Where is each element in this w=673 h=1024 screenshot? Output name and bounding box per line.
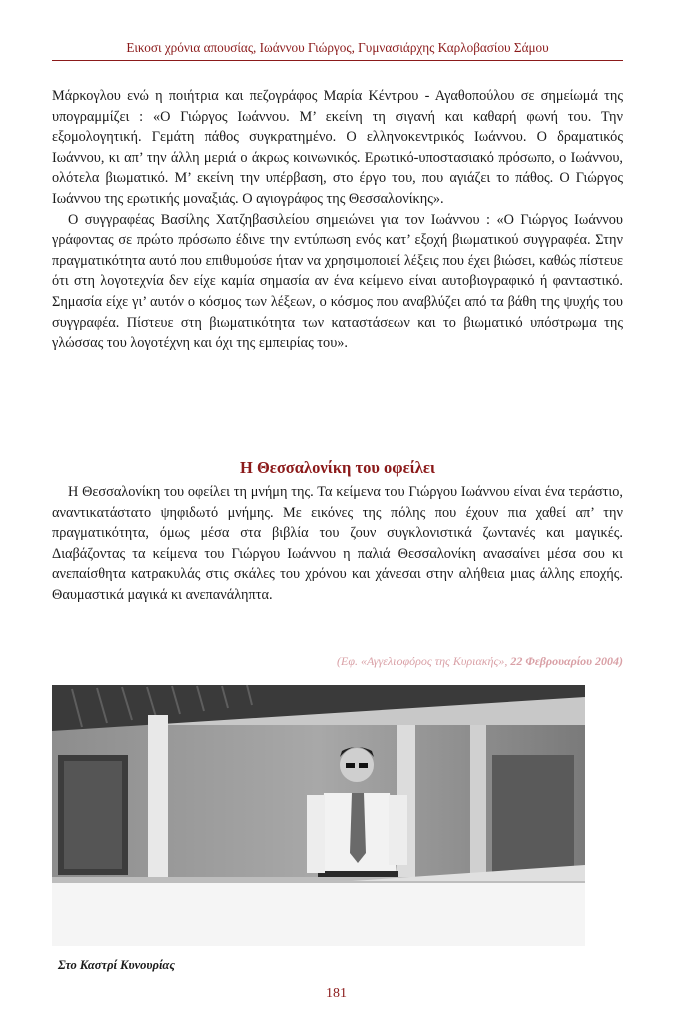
paragraph: Ο συγγραφέας Βασίλης Χατζηβασιλείου σημειώνει για τον Ιωάννου : «Ο Γιώργος Ιωάννου γράφοντας σε πρώτο πρόσωπο έδινε την εντύπωση ενός κατ’ εξοχή βιωματικού συγγραφέα. Στην πραγματικότητα αυτό που επιθυμούσε ήταν να χρησιμοποιεί λέξεις που έχει βιώσει, καθώς πίστευε ότι στη λογοτεχνία δεν είχε καμία σημασία αν ένα κείμενο είναι αυτοβιογραφικό ή φανταστικό. Σημασία είχε γι’ αυτόν ο κόσμος των λέξεων, ο κόσμος που αναβλύζει από τα βάθη της ψυχής του συγγραφέα. Πίστευε στη βιωματικότητα των καταστάσεων και το βιωματικό υπόστρωμα της γλώσσας του λογοτέχνη και όχι της εμπειρίας του».: [52, 211, 623, 352]
section-paragraph: Η Θεσσαλονίκη του οφείλει τη μνήμη της. Τα κείμενα του Γιώργου Ιωάννου είναι ένα τεράστιο, αναντικατάστατο ψηφιδωτό μνήμης. Με εικόνες της πόλης που έχουν πια χαθεί απ’ την πραγματικότητα, όμως μέσα στα βιβλία του ζουν συγκλονιστικά ζωντανές και μαγικές. Διαβάζοντας τα κείμενα του Γιώργου Ιωάννου η παλιά Θεσσαλονίκη ανασαίνει μέσα σου κι ανεπαίσθητα κατρακυλάς στις σκάλες του χρόνου και χάνεσαι στην αλήθεια μιας άλλης εποχής. Θαυμαστικά μαγικά κι ανεπανάληπτα.: [52, 484, 623, 603]
balcony-wall: [52, 881, 585, 946]
section-heading: Η Θεσσαλονίκη του οφείλει: [239, 458, 436, 477]
window-right: [492, 755, 574, 875]
header-rule: [52, 60, 623, 61]
source-date: 22 Φεβρουαρίου 2004): [510, 654, 623, 668]
source-prefix: (Εφ. «Αγγελιοφόρος της Κυριακής»,: [337, 654, 511, 668]
black-and-white-photo: [52, 685, 585, 946]
body-text: [52, 86, 623, 354]
paragraph: Μάρκογλου ενώ η ποιήτρια και πεζογράφος Μαρία Κέντρου - Αγαθοπούλου σε σημείωμά της υπογραμμίζει : «Ο Γιώργος Ιωάννου. Μ’ εκείνη τη σιγανή και καθαρή φωνή του. Την εξομολογητική. Γεμάτη πάθος συγκρατημένο. Ο ελληνοκεντρικός Ιωάννου. Ο δραματικός Ιωάννου, κι απ’ την άλλη μεριά ο άκρως κοινωνικός. Ερωτικό-υποστασιακό πρόσωπο, ο Ιωάννου, ολότελα βιωματικό. Μ’ εκείνη την υπέρβαση, στο έργο του, που αγιάζει το πάθος. Ο Γιώργος Ιωάννου της ερωτικής μοναξιάς. Ο αγιογράφος της Θεσσαλονίκης».: [52, 88, 623, 207]
source-citation: [337, 654, 623, 669]
running-head: Εικοσι χρόνια απουσίας, Ιωάννου Γιώργος, Γυμνασιάρχης Καρλοβασίου Σάμου: [126, 40, 549, 55]
photo-caption: Στο Καστρί Κυνουρίας: [58, 958, 175, 972]
photo-illustration: [52, 685, 585, 946]
page-number: 181: [326, 986, 347, 1001]
